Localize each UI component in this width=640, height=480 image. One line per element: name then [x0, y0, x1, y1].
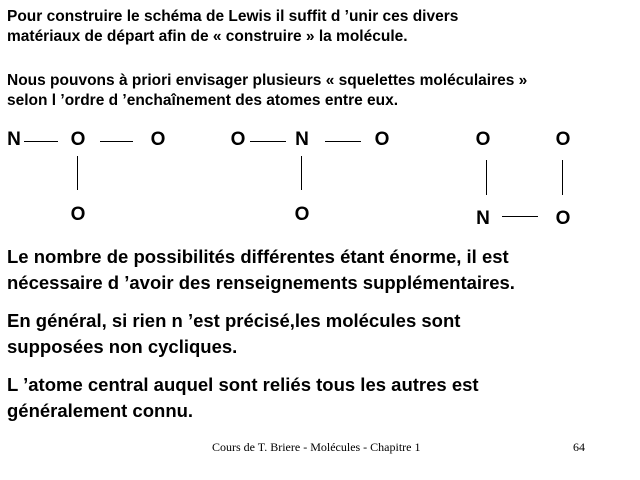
- skeleton-1-bond-3: [77, 156, 78, 190]
- skeletons-intro-line-2: selon l ’ordre d ’enchaînement des atomes entre eux.: [7, 92, 399, 109]
- skeleton-3-atom-o-bottom-right: O: [555, 208, 571, 229]
- skeletons-intro-line-1: Nous pouvons à priori envisager plusieurs « squelettes moléculaires »: [7, 72, 528, 89]
- intro-paragraph: [7, 7, 632, 47]
- skeleton-2-atom-o-left: O: [230, 129, 246, 150]
- paragraph-non-cyclic: [7, 308, 632, 360]
- paragraph-1-line-2: nécessaire d ’avoir des renseignements supplémentaires.: [7, 272, 515, 293]
- paragraph-3-line-2: généralement connu.: [7, 400, 194, 421]
- skeleton-2-atom-o-right: O: [374, 129, 390, 150]
- skeleton-1-bond-1: [24, 141, 58, 142]
- skeleton-2-bond-1: [250, 141, 286, 142]
- skeleton-3-bond-right: [562, 160, 563, 195]
- skeleton-2-atom-n: N: [295, 129, 309, 150]
- skeleton-1-bond-2: [100, 141, 133, 142]
- skeleton-2-bond-3: [301, 156, 302, 190]
- skeleton-1-atom-o-center: O: [70, 129, 86, 150]
- intro-line-2: matériaux de départ afin de « construire » la molécule.: [7, 28, 408, 45]
- paragraph-2-line-2: supposées non cycliques.: [7, 336, 238, 357]
- paragraph-3-line-1: L ’atome central auquel sont reliés tous les autres est: [7, 374, 479, 395]
- skeleton-3-atom-o-top-left: O: [475, 129, 491, 150]
- paragraph-1-line-1: Le nombre de possibilités différentes étant énorme, il est: [7, 246, 509, 267]
- skeleton-1-atom-o-bottom: O: [70, 204, 86, 225]
- paragraph-2-line-1: En général, si rien n ’est précisé,les molécules sont: [7, 310, 461, 331]
- skeletons-intro-paragraph: [7, 71, 632, 111]
- paragraph-central-atom: [7, 372, 632, 424]
- skeleton-1-atom-o-right: O: [150, 129, 166, 150]
- skeleton-3-atom-o-top-right: O: [555, 129, 571, 150]
- skeleton-3-bond-bottom: [502, 216, 538, 217]
- skeleton-3-atom-n: N: [476, 208, 490, 229]
- intro-line-1: Pour construire le schéma de Lewis il suffit d ’unir ces divers: [7, 8, 459, 25]
- footer-page-number: 64: [573, 440, 585, 454]
- skeleton-1-atom-n: N: [7, 129, 21, 150]
- skeleton-2-atom-o-bottom: O: [294, 204, 310, 225]
- footer-course-title: Cours de T. Briere - Molécules - Chapitre 1: [212, 440, 421, 454]
- skeleton-2-bond-2: [325, 141, 361, 142]
- paragraph-possibilities: [7, 244, 632, 296]
- skeleton-3-bond-left: [486, 160, 487, 195]
